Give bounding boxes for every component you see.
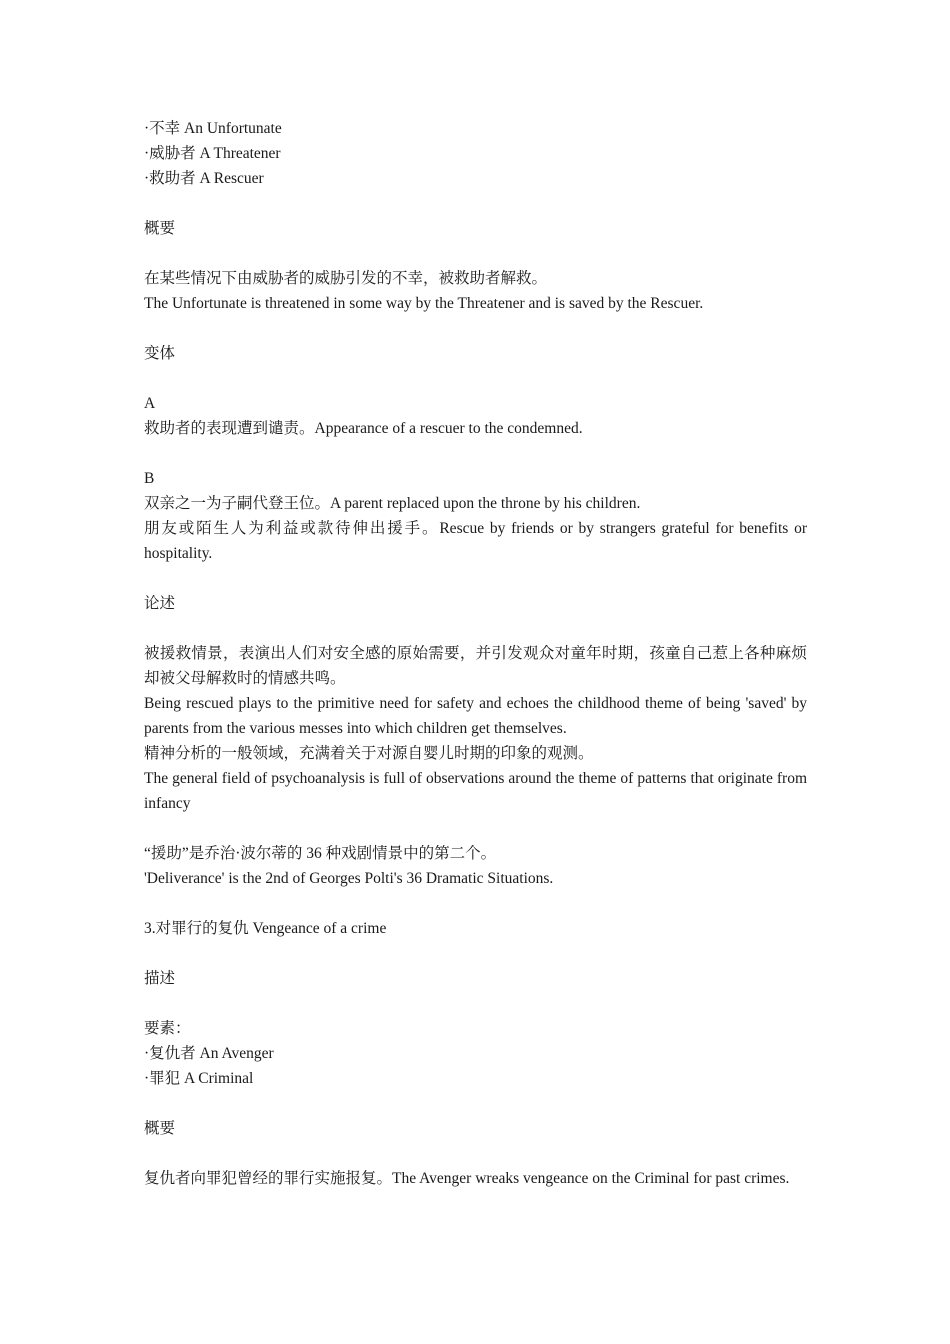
element-avenger: ·复仇者 An Avenger bbox=[144, 1045, 274, 1062]
variant-a-label: A bbox=[144, 395, 156, 412]
spacer bbox=[144, 1141, 807, 1166]
spacer bbox=[144, 816, 807, 841]
summary-3-heading: 概要 bbox=[144, 1120, 176, 1137]
document-page bbox=[144, 116, 807, 1191]
discussion-en-2: The general field of psychoanalysis is full of observations around the theme of patterns that originate from infancy bbox=[144, 770, 807, 812]
summary-zh: 在某些情况下由威胁者的威胁引发的不幸，被救助者解救。 bbox=[144, 270, 548, 287]
section-3-title: 3.对罪行的复仇 Vengeance of a crime bbox=[144, 920, 387, 937]
discussion-zh-1: 被援救情景，表演出人们对安全感的原始需要，并引发观众对童年时期，孩童自己惹上各种麻烦却被父母解救时的情感共鸣。 bbox=[144, 645, 807, 687]
variants-heading: 变体 bbox=[144, 345, 176, 362]
element-unfortunate: ·不幸 An Unfortunate bbox=[144, 120, 282, 137]
spacer bbox=[144, 991, 807, 1016]
spacer bbox=[144, 616, 807, 641]
summary-heading: 概要 bbox=[144, 220, 176, 237]
spacer bbox=[144, 191, 807, 216]
variant-b-item-2: 朋友或陌生人为利益或款待伸出援手。Rescue by friends or by strangers grateful for benefits or hospitality. bbox=[144, 520, 807, 562]
note-en: 'Deliverance' is the 2nd of Georges Polti's 36 Dramatic Situations. bbox=[144, 870, 554, 887]
spacer bbox=[144, 316, 807, 341]
variant-b-label: B bbox=[144, 470, 155, 487]
spacer bbox=[144, 941, 807, 966]
spacer bbox=[144, 1091, 807, 1116]
spacer bbox=[144, 566, 807, 591]
variant-a-item: 救助者的表现遭到谴责。Appearance of a rescuer to the condemned. bbox=[144, 420, 583, 437]
discussion-en-1: Being rescued plays to the primitive need for safety and echoes the childhood theme of being 'saved' by parents from the various messes into which children get themselves. bbox=[144, 695, 807, 737]
spacer bbox=[144, 241, 807, 266]
spacer bbox=[144, 366, 807, 391]
spacer bbox=[144, 891, 807, 916]
discussion-zh-2: 精神分析的一般领域，充满着关于对源自婴儿时期的印象的观测。 bbox=[144, 745, 594, 762]
element-rescuer: ·救助者 A Rescuer bbox=[144, 170, 264, 187]
summary-en: The Unfortunate is threatened in some way by the Threatener and is saved by the Rescuer. bbox=[144, 295, 704, 312]
variant-b-item-1: 双亲之一为子嗣代登王位。A parent replaced upon the throne by his children. bbox=[144, 495, 641, 512]
note-zh: “援助”是乔治·波尔蒂的 36 种戏剧情景中的第二个。 bbox=[144, 845, 497, 862]
element-criminal: ·罪犯 A Criminal bbox=[144, 1070, 254, 1087]
spacer bbox=[144, 441, 807, 466]
description-heading: 描述 bbox=[144, 970, 176, 987]
element-threatener: ·威胁者 A Threatener bbox=[144, 145, 281, 162]
discussion-heading: 论述 bbox=[144, 595, 176, 612]
elements-label: 要素： bbox=[144, 1020, 191, 1037]
summary-3-text: 复仇者向罪犯曾经的罪行实施报复。The Avenger wreaks vengeance on the Criminal for past crimes. bbox=[144, 1170, 790, 1187]
